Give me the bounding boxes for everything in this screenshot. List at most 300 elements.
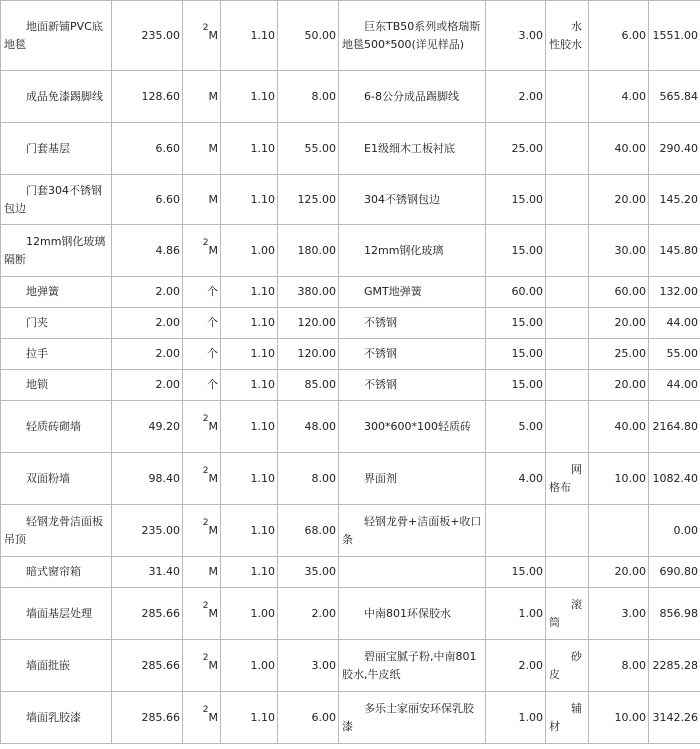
quantity [112, 401, 183, 453]
material [339, 1, 486, 71]
auxiliary-price-text: 60.00 [614, 285, 646, 298]
unit-label: M [208, 243, 218, 257]
material-price [486, 557, 546, 588]
factor [221, 1, 278, 71]
quantity-text: 2.00 [155, 285, 180, 298]
factor-text: 1.10 [250, 192, 275, 206]
material-price [486, 175, 546, 225]
total-text: 44.00 [666, 378, 698, 391]
auxiliary-price [589, 123, 649, 175]
material-price-text: 3.00 [518, 28, 543, 42]
unit-label: M [208, 471, 218, 485]
total [649, 588, 700, 640]
unit [183, 175, 221, 225]
material-text: 巨东TB50系列或格瑞斯地毯500*500(详见样品) [342, 19, 481, 51]
material-text: 轻钢龙骨+洁面板+收口条 [342, 514, 482, 546]
auxiliary-price-text: 40.00 [614, 419, 646, 433]
quantity-text: 285.66 [141, 606, 180, 620]
auxiliary-material [546, 640, 589, 692]
total [649, 71, 700, 123]
factor [221, 225, 278, 277]
material [339, 370, 486, 401]
auxiliary-material [546, 588, 589, 640]
material-price [486, 123, 546, 175]
material-text: E1级细木工板衬底 [364, 141, 455, 155]
factor-text: 1.10 [250, 285, 275, 298]
material-text: 多乐士家丽安环保乳胶漆 [342, 701, 474, 733]
material-text: 不锈钢 [364, 347, 397, 360]
material-text: 碧丽宝腻子粉,中南801胶水,牛皮纸 [342, 649, 477, 681]
item-name [1, 71, 112, 123]
factor-text: 1.00 [250, 243, 275, 257]
total-text: 145.80 [659, 243, 698, 257]
total [649, 453, 700, 505]
total-text: 856.98 [659, 606, 698, 620]
unit-superscript: 2 [202, 704, 209, 715]
factor-text: 1.10 [250, 378, 275, 391]
unit-label: 个 [207, 347, 218, 360]
unit-price [278, 123, 339, 175]
auxiliary-material-text: 辅材 [549, 701, 582, 733]
auxiliary-material [546, 123, 589, 175]
auxiliary-price [589, 401, 649, 453]
auxiliary-price [589, 175, 649, 225]
item-name-text: 墙面批嵌 [26, 658, 70, 672]
unit [183, 1, 221, 71]
quantity [112, 1, 183, 71]
total-text: 1551.00 [652, 28, 698, 42]
unit-price-text: 380.00 [297, 285, 336, 298]
factor-text: 1.10 [250, 141, 275, 155]
unit-price [278, 370, 339, 401]
auxiliary-material-text: 网格布 [549, 462, 582, 494]
unit-superscript: 2 [202, 22, 209, 33]
auxiliary-material [546, 692, 589, 744]
factor [221, 453, 278, 505]
auxiliary-material-text: 砂皮 [549, 649, 582, 681]
item-name-text: 地面新铺PVC底地毯 [4, 19, 103, 51]
quantity-text: 31.40 [148, 565, 180, 578]
total-text: 3142.26 [652, 710, 698, 724]
total [649, 277, 700, 308]
material-price-text: 15.00 [511, 347, 543, 360]
unit-price-text: 48.00 [304, 419, 336, 433]
unit-price-text: 6.00 [311, 710, 336, 724]
material [339, 692, 486, 744]
auxiliary-price [589, 692, 649, 744]
quantity-text: 285.66 [141, 658, 180, 672]
auxiliary-material [546, 370, 589, 401]
material-price [486, 692, 546, 744]
item-name [1, 453, 112, 505]
unit-price [278, 588, 339, 640]
auxiliary-price [589, 557, 649, 588]
unit-price-text: 50.00 [304, 28, 336, 42]
material-price [486, 277, 546, 308]
material-price-text: 25.00 [511, 141, 543, 155]
total [649, 225, 700, 277]
item-name [1, 505, 112, 557]
unit-superscript: 2 [202, 600, 209, 611]
material [339, 640, 486, 692]
unit-label: M [208, 710, 218, 724]
unit-price [278, 640, 339, 692]
auxiliary-material [546, 71, 589, 123]
material [339, 277, 486, 308]
quantity [112, 692, 183, 744]
unit-label: 个 [207, 378, 218, 391]
material [339, 308, 486, 339]
unit-price-text: 55.00 [304, 141, 336, 155]
quantity-text: 2.00 [155, 378, 180, 391]
total [649, 123, 700, 175]
total-text: 132.00 [659, 285, 698, 298]
material-price-text: 4.00 [518, 471, 543, 485]
quantity-text: 6.60 [155, 192, 180, 206]
table-row [1, 123, 700, 175]
factor-text: 1.10 [250, 28, 275, 42]
item-name [1, 225, 112, 277]
material-text: 中南801环保胶水 [364, 606, 451, 620]
item-name-text: 地锁 [26, 378, 48, 391]
unit-price [278, 557, 339, 588]
auxiliary-material [546, 557, 589, 588]
unit-superscript: 2 [202, 652, 209, 663]
material-text: 304不锈钢包边 [364, 192, 440, 206]
auxiliary-price [589, 370, 649, 401]
auxiliary-price [589, 588, 649, 640]
unit-price [278, 401, 339, 453]
unit-price-text: 85.00 [304, 378, 336, 391]
table-row [1, 588, 700, 640]
table-row [1, 505, 700, 557]
total-text: 690.80 [659, 565, 698, 578]
quantity-text: 235.00 [141, 523, 180, 537]
quote-table-body [1, 1, 700, 744]
unit-price-text: 3.00 [311, 658, 336, 672]
material-price-text: 1.00 [518, 710, 543, 724]
material-price-text: 15.00 [511, 378, 543, 391]
item-name-text: 墙面基层处理 [26, 606, 92, 620]
item-name [1, 588, 112, 640]
item-name [1, 123, 112, 175]
unit-label: M [208, 606, 218, 620]
unit-price [278, 1, 339, 71]
material [339, 123, 486, 175]
quantity-text: 2.00 [155, 347, 180, 360]
total-text: 145.20 [659, 192, 698, 206]
total [649, 1, 700, 71]
table-row [1, 339, 700, 370]
quantity [112, 505, 183, 557]
unit-price [278, 225, 339, 277]
factor [221, 339, 278, 370]
item-name-text: 12mm钢化玻璃隔断 [4, 234, 106, 266]
total-text: 1082.40 [652, 471, 698, 485]
unit-price [278, 277, 339, 308]
material-price-text: 15.00 [511, 565, 543, 578]
item-name [1, 692, 112, 744]
material-price [486, 339, 546, 370]
unit-label: M [208, 658, 218, 672]
unit [183, 640, 221, 692]
table-row [1, 692, 700, 744]
item-name [1, 1, 112, 71]
quantity-text: 6.60 [155, 141, 180, 155]
material-price-text: 1.00 [518, 606, 543, 620]
unit-price-text: 8.00 [311, 471, 336, 485]
auxiliary-price-text: 20.00 [614, 378, 646, 391]
material-text: GMT地弹簧 [364, 285, 422, 298]
factor-text: 1.10 [250, 471, 275, 485]
unit-price-text: 180.00 [297, 243, 336, 257]
factor [221, 505, 278, 557]
auxiliary-material [546, 339, 589, 370]
material-price [486, 308, 546, 339]
total-text: 2164.80 [652, 419, 698, 433]
item-name [1, 175, 112, 225]
unit [183, 692, 221, 744]
quantity [112, 370, 183, 401]
factor [221, 692, 278, 744]
unit-price-text: 2.00 [311, 606, 336, 620]
table-row [1, 308, 700, 339]
table-row [1, 401, 700, 453]
auxiliary-price [589, 225, 649, 277]
auxiliary-price-text: 20.00 [614, 192, 646, 206]
factor [221, 557, 278, 588]
table-row [1, 453, 700, 505]
material-price-text: 2.00 [518, 89, 543, 103]
unit-label: M [208, 89, 218, 103]
material-price [486, 71, 546, 123]
quantity [112, 453, 183, 505]
quantity [112, 588, 183, 640]
total-text: 290.40 [659, 141, 698, 155]
auxiliary-price [589, 71, 649, 123]
factor-text: 1.10 [250, 316, 275, 329]
auxiliary-price [589, 308, 649, 339]
unit [183, 123, 221, 175]
unit-price-text: 120.00 [297, 316, 336, 329]
table-row [1, 1, 700, 71]
material [339, 339, 486, 370]
factor [221, 277, 278, 308]
factor-text: 1.10 [250, 523, 275, 537]
material-price [486, 640, 546, 692]
unit-superscript: 2 [202, 465, 209, 476]
unit [183, 453, 221, 505]
auxiliary-material [546, 453, 589, 505]
factor-text: 1.10 [250, 710, 275, 724]
total [649, 308, 700, 339]
material-price-text: 2.00 [518, 658, 543, 672]
table-row [1, 557, 700, 588]
table-row [1, 71, 700, 123]
total [649, 339, 700, 370]
material-text: 6-8公分成品踢脚线 [364, 89, 459, 103]
unit-superscript: 2 [202, 237, 209, 248]
factor [221, 71, 278, 123]
auxiliary-price-text: 40.00 [614, 141, 646, 155]
item-name-text: 门夹 [26, 316, 48, 329]
total-text: 0.00 [673, 523, 698, 537]
material-price-text: 15.00 [511, 243, 543, 257]
material-price [486, 588, 546, 640]
material [339, 71, 486, 123]
quantity [112, 175, 183, 225]
quantity-text: 49.20 [148, 419, 180, 433]
auxiliary-price-text: 10.00 [614, 471, 646, 485]
quantity [112, 308, 183, 339]
material-price [486, 505, 546, 557]
item-name [1, 277, 112, 308]
quantity [112, 225, 183, 277]
factor [221, 588, 278, 640]
auxiliary-material [546, 308, 589, 339]
unit-label: M [208, 141, 218, 155]
material [339, 588, 486, 640]
factor-text: 1.10 [250, 347, 275, 360]
auxiliary-price [589, 505, 649, 557]
unit-label: M [208, 565, 218, 578]
quantity [112, 640, 183, 692]
unit-label: 个 [207, 285, 218, 298]
auxiliary-price [589, 453, 649, 505]
factor-text: 1.10 [250, 89, 275, 103]
unit-price [278, 453, 339, 505]
unit-label: M [208, 419, 218, 433]
material-price-text: 60.00 [511, 285, 543, 298]
item-name [1, 308, 112, 339]
auxiliary-price-text: 8.00 [621, 658, 646, 672]
item-name-text: 轻质砖砌墙 [26, 419, 81, 433]
item-name [1, 339, 112, 370]
item-name-text: 暗式窗帘箱 [26, 565, 81, 578]
material-price-text: 15.00 [511, 316, 543, 329]
factor [221, 308, 278, 339]
total [649, 175, 700, 225]
quantity-text: 2.00 [155, 316, 180, 329]
auxiliary-price-text: 3.00 [621, 606, 646, 620]
quantity-text: 4.86 [155, 243, 180, 257]
quantity-text: 128.60 [141, 89, 180, 103]
quantity [112, 123, 183, 175]
factor-text: 1.10 [250, 565, 275, 578]
material [339, 225, 486, 277]
material [339, 175, 486, 225]
material-price [486, 401, 546, 453]
quantity-text: 285.66 [141, 710, 180, 724]
unit [183, 557, 221, 588]
unit-price-text: 8.00 [311, 89, 336, 103]
auxiliary-material [546, 505, 589, 557]
unit-price [278, 339, 339, 370]
total-text: 565.84 [659, 89, 698, 103]
unit-price [278, 71, 339, 123]
auxiliary-price [589, 277, 649, 308]
material-price-text: 5.00 [518, 419, 543, 433]
material [339, 505, 486, 557]
table-row [1, 175, 700, 225]
auxiliary-material-text: 滚筒 [549, 597, 582, 629]
unit-price [278, 692, 339, 744]
quantity [112, 557, 183, 588]
unit [183, 339, 221, 370]
material-price [486, 1, 546, 71]
quantity-text: 235.00 [141, 28, 180, 42]
item-name [1, 370, 112, 401]
item-name-text: 双面粉墙 [26, 471, 70, 485]
material [339, 557, 486, 588]
quantity-text: 98.40 [148, 471, 180, 485]
factor [221, 401, 278, 453]
item-name-text: 门套304不锈钢包边 [4, 183, 102, 215]
table-row [1, 370, 700, 401]
material-price [486, 225, 546, 277]
unit [183, 277, 221, 308]
total-text: 55.00 [666, 347, 698, 360]
unit [183, 71, 221, 123]
item-name-text: 轻钢龙骨洁面板吊顶 [4, 514, 103, 546]
auxiliary-price [589, 640, 649, 692]
material-text: 界面剂 [364, 471, 397, 485]
item-name-text: 墙面乳胶漆 [26, 710, 81, 724]
unit-label: M [208, 28, 218, 42]
table-row [1, 277, 700, 308]
unit [183, 505, 221, 557]
unit [183, 308, 221, 339]
factor [221, 175, 278, 225]
unit-price-text: 120.00 [297, 347, 336, 360]
total [649, 557, 700, 588]
unit-label: M [208, 192, 218, 206]
material-price-text: 15.00 [511, 192, 543, 206]
item-name [1, 557, 112, 588]
factor-text: 1.00 [250, 658, 275, 672]
auxiliary-price-text: 20.00 [614, 316, 646, 329]
item-name-text: 成品免漆踢脚线 [26, 89, 103, 103]
auxiliary-price-text: 4.00 [621, 89, 646, 103]
factor [221, 370, 278, 401]
auxiliary-price [589, 339, 649, 370]
material [339, 401, 486, 453]
auxiliary-price [589, 1, 649, 71]
factor [221, 123, 278, 175]
auxiliary-material [546, 225, 589, 277]
item-name [1, 401, 112, 453]
auxiliary-material [546, 401, 589, 453]
auxiliary-material [546, 1, 589, 71]
auxiliary-material [546, 175, 589, 225]
table-row [1, 225, 700, 277]
total-text: 2285.28 [652, 658, 698, 672]
material-text: 不锈钢 [364, 316, 397, 329]
unit-price [278, 505, 339, 557]
unit-price [278, 175, 339, 225]
quantity [112, 339, 183, 370]
unit [183, 401, 221, 453]
factor-text: 1.10 [250, 419, 275, 433]
total-text: 44.00 [666, 316, 698, 329]
material-price [486, 370, 546, 401]
item-name-text: 拉手 [26, 347, 48, 360]
total [649, 640, 700, 692]
auxiliary-material-text: 水性胶水 [549, 19, 582, 51]
unit-superscript: 2 [202, 413, 209, 424]
unit-label: M [208, 523, 218, 537]
total [649, 505, 700, 557]
